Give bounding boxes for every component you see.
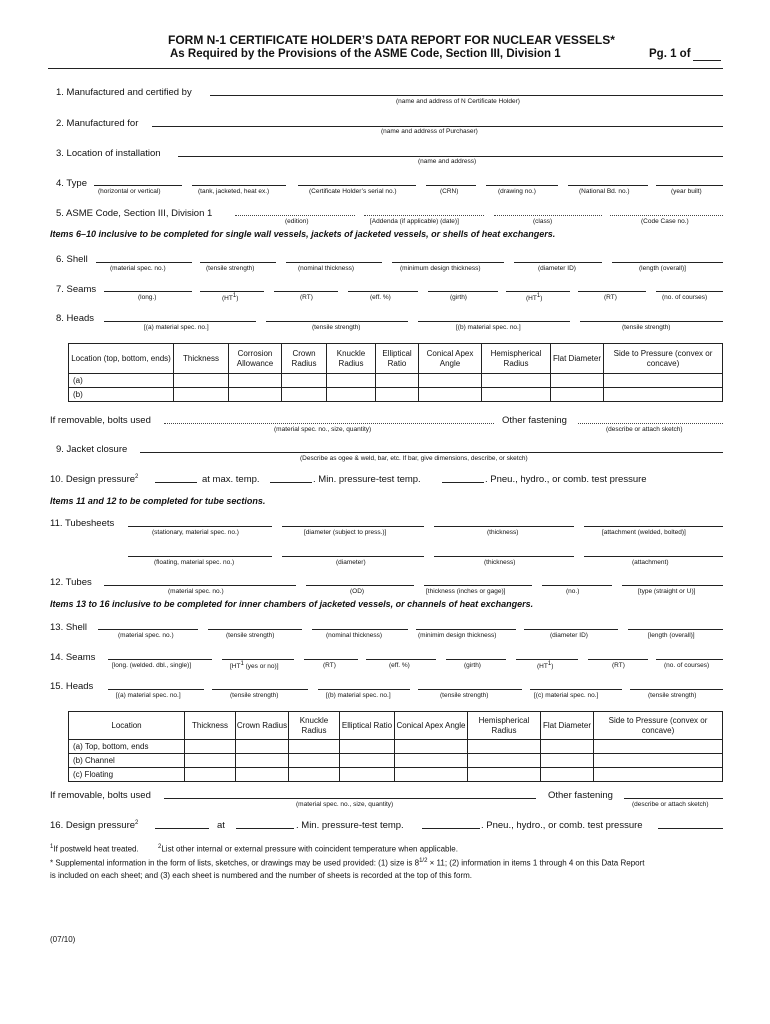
item13-field-nominal[interactable] [312,629,408,630]
item10-min-label: . Min. pressure-test temp. [313,474,421,485]
item13-label: 13. Shell [50,622,87,633]
item1-field[interactable] [210,95,723,96]
item13-caption-nominal: (nominal thickness) [326,632,382,639]
t2-header-location: Location [69,712,185,740]
item10-field-temp[interactable] [270,482,312,483]
item4-field-natbd[interactable] [568,185,648,186]
item4-caption-year: (year built) [671,188,702,195]
item14-field-ht2[interactable] [516,659,578,660]
item12-field-type[interactable] [622,585,723,586]
item14-field-rt2[interactable] [588,659,648,660]
item4-label: 4. Type [56,178,87,189]
table-row [69,754,723,768]
item8-field-a-tensile[interactable] [266,321,408,322]
item4-caption-drawing: (drawing no.) [498,188,536,195]
t1-row-b-label: (b) [69,388,174,402]
item11-caption-stationary: (stationary, material spec. no.) [152,529,239,536]
item14-caption-courses: (no. of courses) [664,662,710,669]
item13-field-mindesign[interactable] [416,629,516,630]
item1-caption: (name and address of N Certificate Holder) [396,98,520,105]
item9-caption: (Describe as ogee & weld, bar, etc. If bar, give dimensions, describe, or sketch) [300,455,528,462]
form-title: FORM N-1 CERTIFICATE HOLDER’S DATA REPORT FOR NUCLEAR VESSELS* [168,33,615,47]
item15-field-b-tensile[interactable] [418,689,522,690]
other-fastening2-label: Other fastening [548,790,613,801]
item3-field[interactable] [178,156,723,157]
item7-caption-ht1: $(HT^1)$ [222,293,239,303]
item8-caption-b-material: [(b) material spec. no.] [456,324,521,331]
item14-caption-rt2: (RT) [612,662,625,669]
item5-field-codecase[interactable] [610,215,723,216]
t1-header-flat: Flat Diameter [551,344,604,374]
item10-field-mintemp[interactable] [442,482,484,483]
item16-field-mintemp[interactable] [422,828,480,829]
t2-header-elliptical: Elliptical Ratio [340,712,395,740]
t1-header-location: Location (top, bottom, ends) [69,344,174,374]
item4-caption-type: (tank, jacketed, heat ex.) [198,188,270,195]
item14-caption-ht2: $(HT^1)$ [537,661,554,671]
item7-caption-long: (long.) [138,294,157,301]
other-fastening2-field[interactable] [624,798,723,799]
item8-label: 8. Heads [56,313,95,324]
item11-field-stationary[interactable] [128,526,272,527]
item2-field[interactable] [152,126,723,127]
t2-header-knuckle: Knuckle Radius [289,712,340,740]
item14-field-rt1[interactable] [304,659,358,660]
item8-caption-b-tensile: (tensile strength) [622,324,671,331]
section-heading-13-16: Items 13 to 16 inclusive to be completed for inner chambers of jacketed vessels, or channels of heat exchangers. [50,599,534,609]
table-row [69,768,723,782]
item14-caption-eff: (eff. %) [389,662,410,669]
item7-caption-eff: (eff. %) [370,294,391,301]
item13-caption-mindesign: (minimim design thickness) [418,632,497,639]
footnote-2: $^2$List other internal or external pressure with coincident temperature when applicable. [158,844,458,854]
page-total-field[interactable] [693,60,721,61]
item13-field-material[interactable] [98,629,198,630]
item11-label: 11. Tubesheets [50,518,115,529]
item12-caption-type: [type (straight or U)] [638,588,696,595]
footnote-supplemental-line2: is included on each sheet; and (3) each sheet is numbered and the number of sheets is recorded at the top of this form. [50,871,473,880]
bolts1-field[interactable] [164,423,494,424]
item6-field-mindesign[interactable] [392,262,504,263]
item4-field-orientation[interactable] [94,185,182,186]
item3-caption: (name and address) [418,158,477,165]
t2-row-a-label: (a) Top, bottom, ends [69,740,185,754]
item12-field-thickness[interactable] [424,585,532,586]
item2-label: 2. Manufactured for [56,118,139,129]
item14-field-girth[interactable] [446,659,506,660]
page-number-label: Pg. 1 of [649,48,691,60]
section-heading-11-12: Items 11 and 12 to be completed for tube sections. [50,496,266,506]
item12-caption-material: (material spec. no.) [168,588,224,595]
item3-label: 3. Location of installation [56,148,161,159]
item5-caption-codecase: (Code Case no.) [641,218,689,225]
item15-caption-b-material: [(b) material spec. no.] [326,692,391,699]
table-row [69,388,723,402]
other-fastening1-caption: (describe or attach sketch) [606,426,683,433]
item7-caption-ht2: $(HT^1)$ [526,293,543,303]
item11-field-thickness2[interactable] [434,556,574,557]
item12-caption-thickness: [thickness (inches or gage)] [426,588,506,595]
item15-caption-a-tensile: (tensile strength) [230,692,279,699]
section-heading-6-10: Items 6–10 inclusive to be completed for single wall vessels, jackets of jacketed vessels, or shells of heat exchangers. [50,229,556,239]
bolts2-field[interactable] [164,798,536,799]
item10-label: 10. Design pressure$^2$ [50,474,139,486]
item11-field-floating[interactable] [128,556,272,557]
item7-caption-courses: (no. of courses) [662,294,708,301]
item13-caption-material: (material spec. no.) [118,632,174,639]
item7-field-eff[interactable] [348,291,418,292]
bolts1-caption: (material spec. no., size, quantity) [274,426,372,433]
item15-field-c-tensile[interactable] [630,689,723,690]
item7-field-ht1[interactable] [200,291,264,292]
heads-table-2 [68,711,723,782]
item5-caption-edition: (edition) [285,218,309,225]
item6-label: 6. Shell [56,254,88,265]
form-subtitle: As Required by the Provisions of the ASME Code, Section III, Division 1 [170,48,561,60]
item6-caption-tensile: (tensile strength) [206,265,255,272]
item7-caption-girth: (girth) [450,294,467,301]
item10-field-pressure[interactable] [155,482,197,483]
item6-caption-mindesign: (minimum design thickness) [400,265,481,272]
item6-caption-material: (material spec. no.) [110,265,166,272]
item8-field-b-material[interactable] [418,321,570,322]
t1-header-knuckle: Knuckle Radius [327,344,376,374]
item15-caption-a-material: [(a) material spec. no.] [116,692,181,699]
item12-caption-od: (OD) [350,588,365,595]
item11-field-thickness1[interactable] [434,526,574,527]
item9-field[interactable] [140,452,723,453]
t2-header-side: Side to Pressure (convex or concave) [594,712,723,740]
t2-header-hemispherical: Hemispherical Radius [468,712,541,740]
item6-field-material[interactable] [96,262,192,263]
item16-field-pressure[interactable] [155,828,209,829]
item4-field-type[interactable] [192,185,286,186]
item6-field-diameter[interactable] [514,262,602,263]
item12-caption-no: (no.) [566,588,580,595]
item14-field-eff[interactable] [366,659,436,660]
item15-field-b-material[interactable] [318,689,410,690]
item9-label: 9. Jacket closure [56,444,128,455]
item5-caption-addenda: [Addenda (if applicable) (date)] [370,218,459,225]
item15-field-a-tensile[interactable] [212,689,308,690]
item4-caption-natbd: (National Bd. no.) [579,188,630,195]
item14-caption-girth: (girth) [464,662,481,669]
t1-row-a-label: (a) [69,374,174,388]
item11-field-attachment2[interactable] [584,556,723,557]
t2-header-crown: Crown Radius [236,712,289,740]
bolts2-caption: (material spec. no., size, quantity) [296,801,394,808]
t2-row-b-label: (b) Channel [69,754,185,768]
header-divider [48,68,723,69]
heads-table-1 [68,343,723,402]
item13-caption-diameter: (diameter ID) [550,632,588,639]
item14-caption-ht1: [$HT^1$ (yes or no)] [230,661,279,671]
item11-field-diameter1[interactable] [282,526,424,527]
item8-caption-a-material: [(a) material spec. no.] [144,324,209,331]
form-revision-date: (07/10) [50,935,76,944]
item12-field-od[interactable] [306,585,414,586]
item7-label: 7. Seams [56,284,97,295]
item4-field-serial[interactable] [298,185,416,186]
item15-field-a-material[interactable] [108,689,204,690]
item7-field-courses[interactable] [656,291,723,292]
item11-field-diameter2[interactable] [282,556,424,557]
item13-caption-tensile: (tensile strength) [226,632,275,639]
item5-caption-class: (class) [533,218,553,225]
t2-header-conical: Conical Apex Angle [395,712,468,740]
item14-label: 14. Seams [50,652,96,663]
item16-at-label: at [217,820,225,831]
item11-caption-attachment1: [attachment (welded, bolted)] [602,529,686,536]
item10-at-label: at max. temp. [202,474,260,485]
item7-caption-rt2: (RT) [604,294,617,301]
t1-header-side: Side to Pressure (convex or concave) [604,344,723,374]
item4-field-drawing[interactable] [486,185,558,186]
item8-caption-a-tensile: (tensile strength) [312,324,361,331]
item8-field-b-tensile[interactable] [580,321,723,322]
item7-caption-rt1: (RT) [300,294,313,301]
item5-field-edition[interactable] [235,215,355,216]
item14-field-courses[interactable] [656,659,723,660]
item4-field-year[interactable] [656,185,723,186]
item15-caption-c-tensile: (tensile strength) [648,692,697,699]
t2-row-c-label: (c) Floating [69,768,185,782]
item13-caption-length: [length (overall)] [648,632,695,639]
t1-header-crown: Crown Radius [282,344,327,374]
t1-header-hemispherical: Hemispherical Radius [482,344,551,374]
bolts2-label: If removable, bolts used [50,790,151,801]
item14-field-ht1[interactable] [222,659,294,660]
item6-field-nominal[interactable] [286,262,382,263]
other-fastening1-label: Other fastening [502,415,567,426]
item16-min-label: . Min. pressure-test temp. [296,820,404,831]
item4-caption-crn: (CRN) [440,188,459,195]
t2-header-thickness: Thickness [185,712,236,740]
t1-header-conical: Conical Apex Angle [419,344,482,374]
item16-label: 16. Design pressure$^2$ [50,820,139,832]
item6-field-length[interactable] [612,262,723,263]
item15-field-c-material[interactable] [530,689,622,690]
bolts1-label: If removable, bolts used [50,415,151,426]
item4-field-crn[interactable] [426,185,476,186]
item11-caption-thickness2: (thickness) [484,559,516,566]
item14-caption-long: [long. (welded. dbl., single)] [112,662,192,669]
item11-caption-attachment2: (attachment) [632,559,669,566]
table-row [69,740,723,754]
item12-field-no[interactable] [542,585,612,586]
item11-caption-diameter1: [diameter (subject to press.)] [304,529,387,536]
item2-caption: (name and address of Purchaser) [381,128,478,135]
item4-caption-serial: (Certificate Holder’s serial no.) [309,188,397,195]
item16-field-testpressure[interactable] [658,828,723,829]
footnote-1: $^1$If postweld heat treated. [50,844,139,854]
table-row [69,374,723,388]
item14-caption-rt1: (RT) [323,662,336,669]
other-fastening2-caption: (describe or attach sketch) [632,801,709,808]
item12-field-material[interactable] [104,585,296,586]
item11-caption-floating: (floating, material spec. no.) [154,559,235,566]
item14-field-long[interactable] [108,659,212,660]
item7-field-rt2[interactable] [578,291,646,292]
item5-field-class[interactable] [494,215,602,216]
t1-header-corrosion: Corrosion Allowance [229,344,282,374]
t1-header-thickness: Thickness [174,344,229,374]
item16-pneu-label: . Pneu., hydro., or comb. test pressure [481,820,643,831]
item15-label: 15. Heads [50,681,94,692]
item11-field-attachment1[interactable] [584,526,723,527]
other-fastening1-field[interactable] [578,423,723,424]
item6-caption-length: (length (overall)] [639,265,686,272]
item4-caption-orientation: (horizontal or vertical) [98,188,161,195]
item16-field-temp[interactable] [236,828,294,829]
item12-label: 12. Tubes [50,577,92,588]
item6-field-tensile[interactable] [200,262,276,263]
footnote-supplemental-line1: * Supplemental information in the form of lists, sketches, or drawings may be used provided: (1) size is $8^{1/2} \times 11$; (2) information in items 1 through 4 on this Data Report [50,858,645,868]
item6-caption-diameter: (diameter ID) [538,265,576,272]
item7-field-ht2[interactable] [506,291,570,292]
item11-caption-diameter2: (diameter) [336,559,366,566]
item13-field-diameter[interactable] [524,629,618,630]
t2-header-flat: Flat Diameter [541,712,594,740]
item13-field-tensile[interactable] [208,629,302,630]
item6-caption-nominal: (nominal thickness) [298,265,354,272]
item7-field-long[interactable] [104,291,192,292]
item15-caption-c-material: [(c) material spec. no.] [534,692,599,699]
item1-label: 1. Manufactured and certified by [56,87,192,98]
item10-pneu-label: . Pneu., hydro., or comb. test pressure [485,474,647,485]
item5-label: 5. ASME Code, Section III, Division 1 [56,208,213,219]
item11-caption-thickness1: (thickness) [487,529,519,536]
item5-field-addenda[interactable] [364,215,484,216]
item7-field-girth[interactable] [428,291,498,292]
item7-field-rt1[interactable] [274,291,338,292]
item8-field-a-material[interactable] [104,321,256,322]
item15-caption-b-tensile: (tensile strength) [440,692,489,699]
item13-field-length[interactable] [628,629,723,630]
t1-header-elliptical: Elliptical Ratio [376,344,419,374]
